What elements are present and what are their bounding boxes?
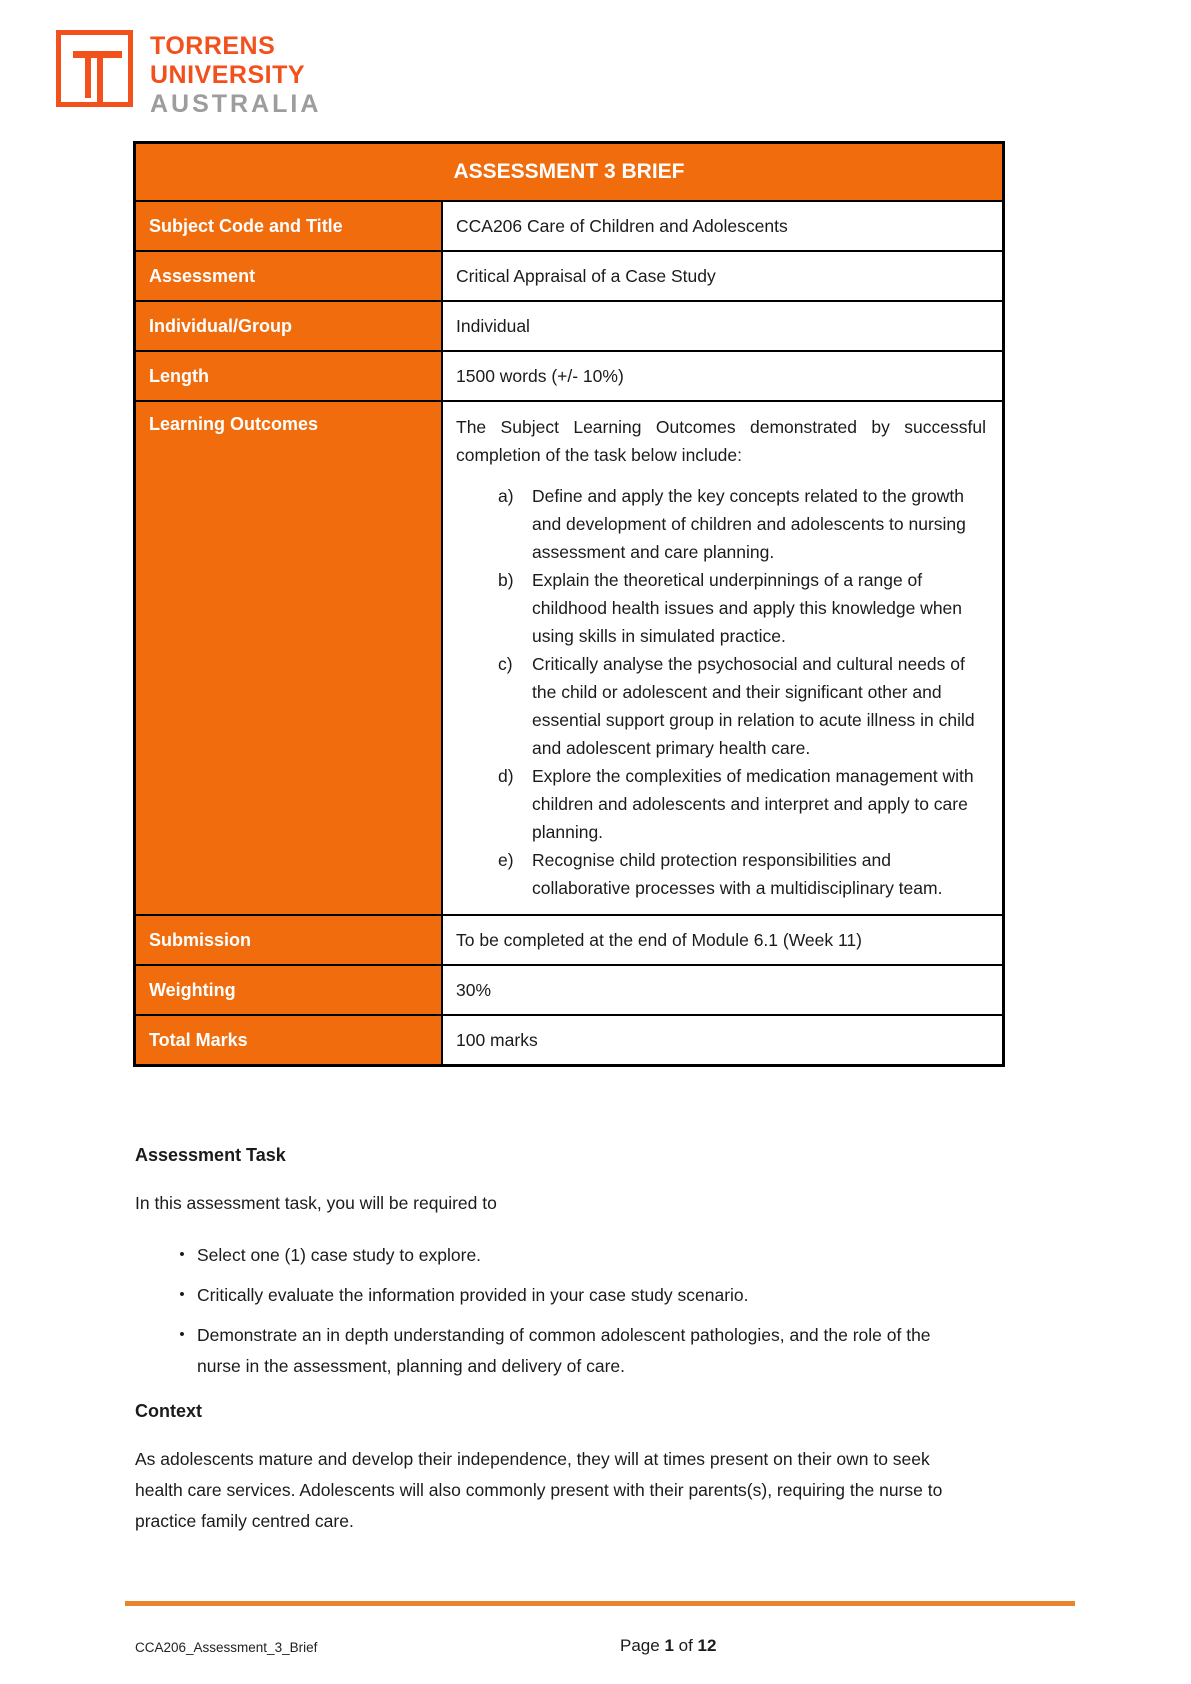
- outcome-marker: c): [498, 654, 513, 674]
- row-label-individual-group: Individual/Group: [136, 302, 443, 350]
- logo-stem-right: [97, 51, 103, 102]
- row-value-weighting: 30%: [443, 966, 1002, 1014]
- learning-outcome-item: [498, 650, 986, 762]
- bullet-glyph: •: [179, 1326, 185, 1343]
- footer-row: [125, 1636, 1075, 1660]
- table-row: [136, 350, 1002, 400]
- assessment-task-bullet-list: [135, 1240, 959, 1382]
- outcome-marker: a): [498, 486, 514, 506]
- outcome-marker: b): [498, 570, 514, 590]
- logo-wordmark: [150, 32, 321, 119]
- context-heading: Context: [135, 1401, 202, 1421]
- table-row: [136, 300, 1002, 350]
- body-sections: [135, 1140, 959, 1537]
- row-value-submission: To be completed at the end of Module 6.1 (Week 11): [443, 916, 1002, 964]
- bullet-item: [167, 1240, 959, 1271]
- bullet-item: [167, 1280, 959, 1311]
- learning-outcome-item: [498, 762, 986, 846]
- logo-line-australia: AUSTRALIA: [150, 90, 322, 118]
- row-value-subject-code: CCA206 Care of Children and Adolescents: [443, 202, 1002, 250]
- footer-page-indicator: [620, 1636, 716, 1656]
- logo-stem-left: [85, 51, 91, 98]
- row-value-length: 1500 words (+/- 10%): [443, 352, 1002, 400]
- bullet-text: Select one (1) case study to explore.: [197, 1245, 482, 1265]
- outcome-text: Define and apply the key concepts related to the growth and development of children and adolescents to nursing assessment and care planning.: [532, 486, 966, 562]
- table-row-learning-outcomes: [136, 400, 1002, 914]
- row-label-learning-outcomes: Learning Outcomes: [136, 402, 443, 914]
- table-title: ASSESSMENT 3 BRIEF: [136, 144, 1002, 200]
- row-label-weighting: Weighting: [136, 966, 443, 1014]
- outcome-text: Explore the complexities of medication management with children and adolescents and interpret and apply to care planning.: [532, 766, 974, 842]
- outcome-marker: d): [498, 766, 514, 786]
- outcome-text: Explain the theoretical underpinnings of a range of childhood health issues and apply this knowledge when using skills in simulated practice.: [532, 570, 963, 646]
- torrens-logo: [56, 30, 321, 119]
- footer-page-prefix: Page: [620, 1636, 665, 1655]
- table-row: [136, 250, 1002, 300]
- row-value-assessment: Critical Appraisal of a Case Study: [443, 252, 1002, 300]
- footer-filename: CCA206_Assessment_3_Brief: [135, 1640, 318, 1655]
- row-value-total-marks: 100 marks: [443, 1016, 1002, 1064]
- footer-page-total: 12: [697, 1636, 717, 1655]
- bullet-text: Demonstrate an in depth understanding of common adolescent pathologies, and the role of the nurse in the assessment, planning and delivery of care.: [197, 1325, 931, 1376]
- row-value-learning-outcomes: [443, 402, 1002, 914]
- bullet-glyph: •: [179, 1246, 185, 1263]
- learning-outcome-item: [498, 846, 986, 902]
- outcome-text: Critically analyse the psychosocial and cultural needs of the child or adolescent and their significant other and essential support group in relation to acute illness in child and adolescent primary health care.: [532, 654, 975, 758]
- outcome-text: Recognise child protection responsibilities and collaborative processes with a multidisciplinary team.: [532, 850, 943, 898]
- table-row: [136, 200, 1002, 250]
- context-paragraph: As adolescents mature and develop their independence, they will at times present on their own to seek health care services. Adolescents will also commonly present with their parents(s), requiring the nurse to practice family centred care.: [135, 1449, 943, 1531]
- footer-page-of: of: [673, 1636, 698, 1655]
- assessment-brief-table: [133, 141, 1005, 1067]
- table-row: [136, 914, 1002, 964]
- table-row: [136, 1014, 1002, 1064]
- row-label-length: Length: [136, 352, 443, 400]
- bullet-text: Critically evaluate the information provided in your case study scenario.: [197, 1285, 749, 1305]
- torrens-tt-icon: [56, 30, 133, 107]
- footer-divider-line: [125, 1601, 1075, 1606]
- row-label-subject-code: Subject Code and Title: [136, 202, 443, 250]
- footer-page-number: 1: [664, 1636, 674, 1655]
- learning-outcome-item: [498, 482, 986, 566]
- row-value-individual-group: Individual: [443, 302, 1002, 350]
- assessment-task-intro: In this assessment task, you will be required to: [135, 1193, 497, 1213]
- row-label-submission: Submission: [136, 916, 443, 964]
- row-label-total-marks: Total Marks: [136, 1016, 443, 1064]
- row-label-assessment: Assessment: [136, 252, 443, 300]
- logo-line-university: UNIVERSITY: [150, 61, 306, 89]
- assessment-task-heading: Assessment Task: [135, 1145, 286, 1165]
- outcome-marker: e): [498, 850, 514, 870]
- learning-outcome-item: [498, 566, 986, 650]
- table-row: [136, 964, 1002, 1014]
- bullet-glyph: •: [179, 1286, 185, 1303]
- learning-outcomes-intro: The Subject Learning Outcomes demonstrated by successful completion of the task below include:: [456, 417, 986, 465]
- logo-line-torrens: TORRENS: [150, 32, 276, 60]
- bullet-item: [167, 1320, 959, 1382]
- page-footer: [125, 1601, 1075, 1660]
